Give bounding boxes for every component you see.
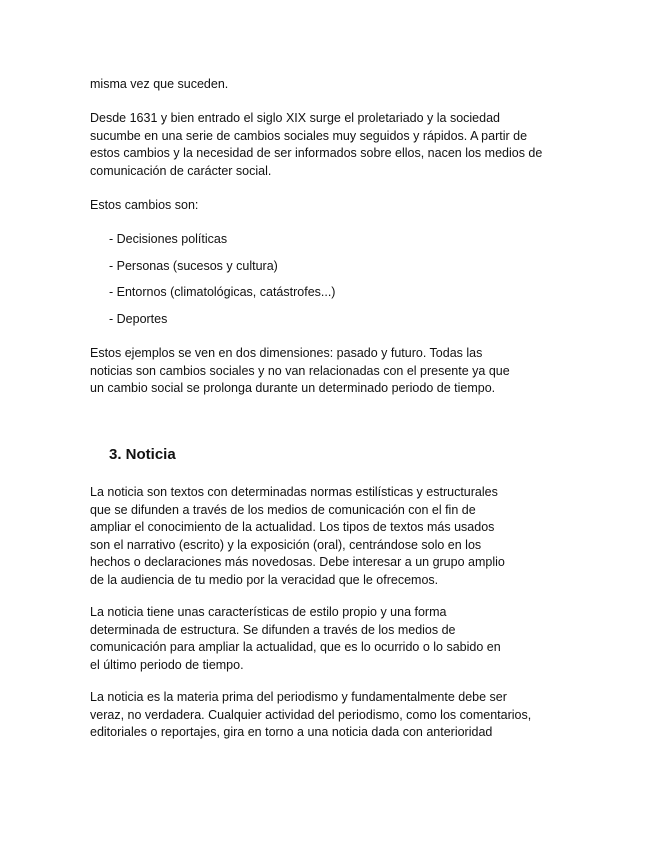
paragraph-line: de la audiencia de tu medio por la veracidad que le ofrecemos.	[90, 572, 439, 587]
paragraph-line: Estos ejemplos se ven en dos dimensiones: pasado y futuro. Todas las	[90, 346, 483, 360]
paragraph-line: Desde 1631 y bien entrado el siglo XIX surge el proletariado y la sociedad	[90, 111, 500, 125]
list-intro: Estos cambios son:	[90, 198, 199, 212]
paragraph-line: que se difunden a través de los medios de comunicación con el fin de	[90, 502, 476, 517]
paragraph-line: estos cambios y la necesidad de ser informados sobre ellos, nacen los medios de	[90, 146, 543, 160]
paragraph-line: La noticia es la materia prima del periodismo y fundamentalmente debe ser	[90, 690, 507, 704]
paragraph-3	[90, 484, 570, 589]
paragraph-line: noticias son cambios sociales y no van relacionadas con el presente ya que	[90, 363, 510, 378]
paragraph-line: sucumbe en una serie de cambios sociales muy seguidos y rápidos. A partir de	[90, 128, 528, 143]
paragraph-2	[90, 345, 570, 398]
paragraph-line: hechos o declaraciones más novedosas. Debe interesar a un grupo amplio	[90, 555, 505, 569]
paragraph-line: el último periodo de tiempo.	[90, 657, 244, 672]
paragraph-line: editoriales o reportajes, gira en torno a una noticia dada con anterioridad	[90, 725, 493, 739]
paragraph-line: La noticia tiene unas características de estilo propio y una forma	[90, 605, 447, 619]
list-item: - Personas (sucesos y cultura)	[109, 259, 278, 273]
paragraph-line: veraz, no verdadera. Cualquier actividad del periodismo, como los comentarios,	[90, 707, 532, 722]
paragraph-line: un cambio social se prolonga durante un determinado periodo de tiempo.	[90, 381, 496, 395]
paragraph-line: son el narrativo (escrito) y la exposición (oral), centrándose solo en los	[90, 537, 482, 552]
paragraph-1	[90, 110, 570, 180]
intro-fragment: misma vez que suceden.	[90, 77, 229, 91]
list-item: - Entornos (climatológicas, catástrofes...)	[109, 285, 336, 299]
paragraph-5	[90, 689, 570, 742]
section-heading: 3. Noticia	[109, 446, 176, 463]
paragraph-4	[90, 604, 570, 674]
list-item: - Decisiones políticas	[109, 232, 228, 246]
paragraph-line: La noticia son textos con determinadas normas estilísticas y estructurales	[90, 485, 498, 499]
paragraph-line: ampliar el conocimiento de la actualidad. Los tipos de textos más usados	[90, 520, 495, 534]
list-item: - Deportes	[109, 312, 168, 326]
paragraph-line: comunicación de carácter social.	[90, 163, 272, 178]
paragraph-line: determinada de estructura. Se difunden a través de los medios de	[90, 622, 456, 637]
paragraph-line: comunicación para ampliar la actualidad, que es lo ocurrido o lo sabido en	[90, 640, 501, 654]
